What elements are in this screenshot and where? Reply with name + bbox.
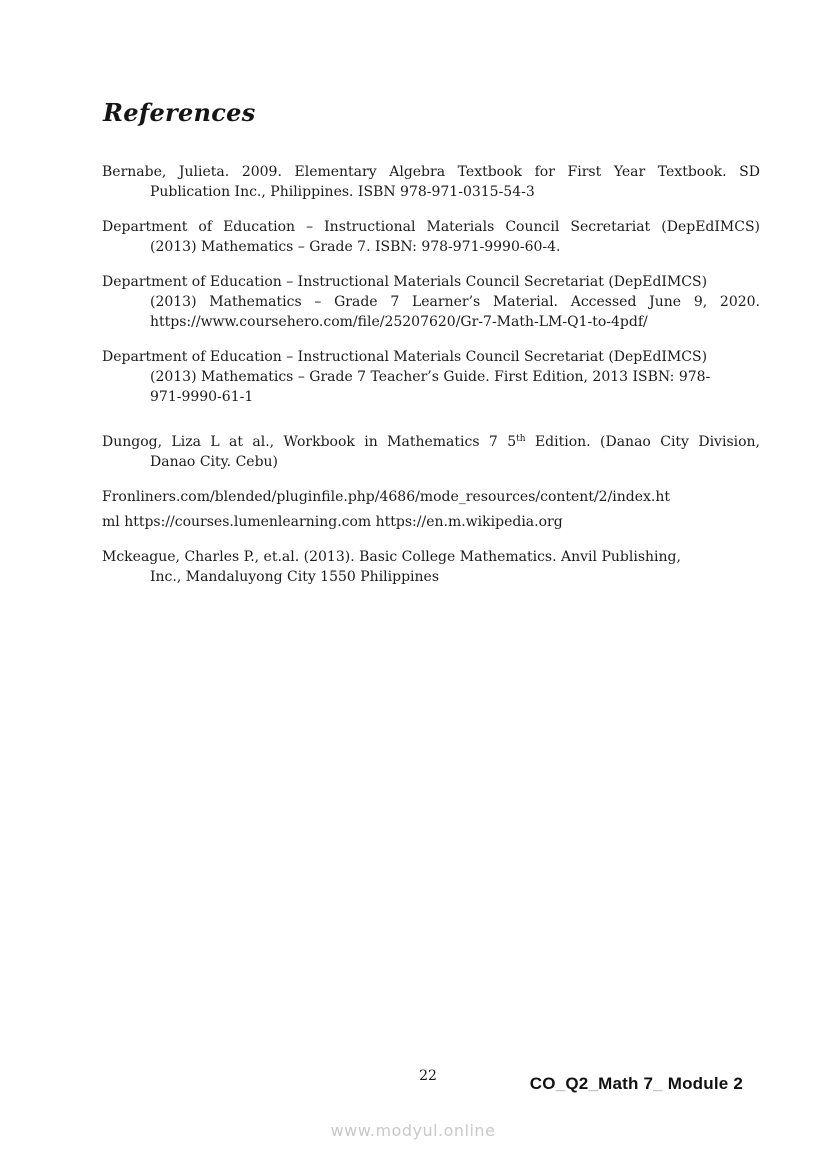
footer-code-text: Module 2 [662,1074,743,1093]
reference-entry [102,432,760,472]
ordinal-superscript: th [516,434,526,444]
footer-code-text: CO [529,1074,556,1093]
reference-line: Fronliners.com/blended/pluginfile.php/4686/mode_resources/content/2/index.ht [102,489,671,505]
reference-line: Dungog, Liza L at al., Workbook in Mathematics 7 5th Edition. (Danao City Division, [102,434,761,450]
reference-line: https://www.coursehero.com/file/25207620/Gr-7-Math-LM-Q1-to-4pdf/ [150,314,648,330]
reference-line: Department of Education – Instructional Materials Council Secretariat (DepEdIMCS) [102,349,708,365]
reference-entry [102,547,760,587]
footer-module-code [530,1074,743,1094]
footer-code-text: Q2 [565,1074,589,1093]
page-number: 22 [419,1068,437,1084]
footer-code-separator: _ [653,1074,663,1093]
reference-line: Publication Inc., Philippines. ISBN 978-971-0315-54-3 [150,184,535,200]
footer-code-separator: _ [588,1074,599,1093]
reference-line: (2013) Mathematics – Grade 7 Learner’s Material. Accessed June 9, 2020. [150,294,760,310]
reference-list [102,162,760,602]
reference-line: Department of Education – Instructional Materials Council Secretariat (DepEdIMCS) [102,219,760,235]
reference-line: Mckeague, Charles P., et.al. (2013). Basic College Mathematics. Anvil Publishing, [102,549,681,565]
page-title: References [103,98,256,127]
footer-code-separator: _ [555,1074,566,1093]
reference-line: Inc., Mandaluyong City 1550 Philippines [150,569,440,585]
reference-line: 971-9990-61-1 [150,389,254,405]
reference-entry [102,272,760,332]
footer-code-text: Math 7 [598,1074,654,1093]
reference-line: (2013) Mathematics – Grade 7. ISBN: 978-971-9990-60-4. [150,239,561,255]
reference-line: Danao City. Cebu) [150,454,279,470]
reference-entry [102,217,760,257]
watermark: www.modyul.online [330,1121,496,1140]
reference-line: Department of Education – Instructional Materials Council Secretariat (DepEdIMCS) [102,274,708,290]
reference-line: Bernabe, Julieta. 2009. Elementary Algebra Textbook for First Year Textbook. SD [102,164,760,180]
reference-line: ml https://courses.lumenlearning.com https://en.m.wikipedia.org [102,514,563,530]
reference-entry [102,487,760,507]
reference-entry [102,512,760,532]
reference-line: (2013) Mathematics – Grade 7 Teacher’s Guide. First Edition, 2013 ISBN: 978- [150,369,711,385]
reference-entry [102,162,760,202]
reference-entry [102,347,760,407]
